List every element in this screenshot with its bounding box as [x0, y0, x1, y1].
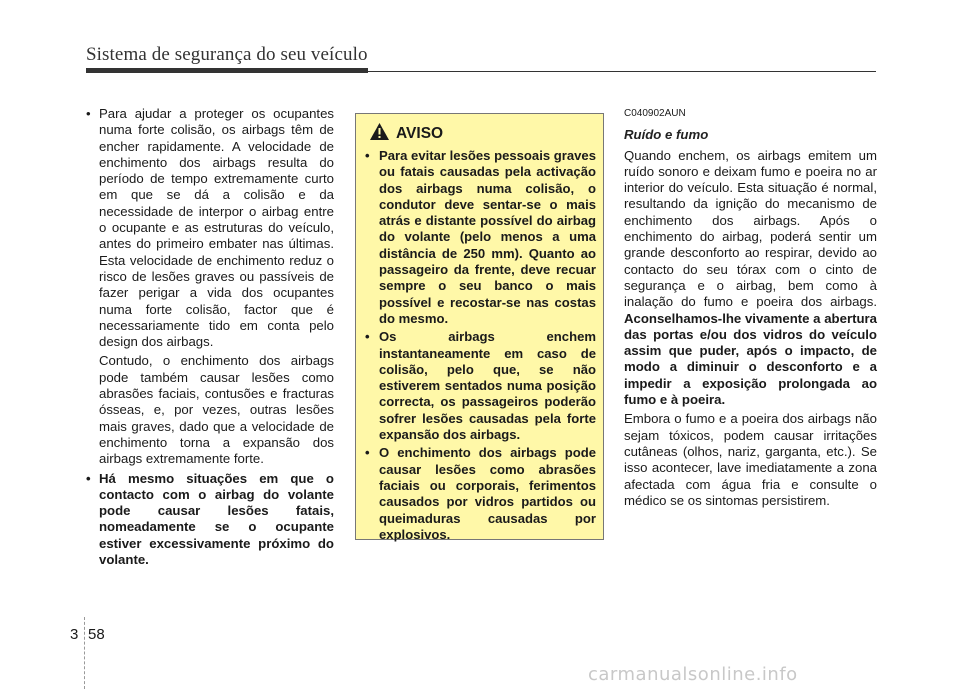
bullet-dot: •: [365, 329, 370, 345]
bullet-dot: •: [365, 445, 370, 461]
chapter-number: 3: [70, 626, 79, 643]
bullet-text: Há mesmo situações em que o contacto com o airbag do volante pode causar lesões fatais, nomeadamente se o ocupante estiver excessivamente próximo do volante.: [99, 470, 334, 568]
warning-item: [365, 445, 596, 543]
warning-list: [365, 148, 596, 543]
bullet-dot: •: [365, 148, 370, 163]
footer-divider: [84, 617, 85, 689]
section-subheading: Ruído e fumo: [624, 127, 709, 143]
body-text-bold: Aconselhamos-lhe vivamente a abertura das portas e/ou dos vidros do veículo assim que puder, após o impacto, de modo a diminuir o desconforto e a impedir a exposição prolongada ao fumo e à poeira.: [624, 310, 877, 408]
header-rule-thin: [86, 71, 876, 72]
bullet-item: [86, 106, 334, 350]
body-text: Quando enchem, os airbags emitem um ruído sonoro e deixam fumo e poeira no ar interior do veículo. Esta situação é normal, resultando da ignição do mecanismo de enchimento dos airbags. Após o enchimento do airbag, poderá sentir um grande desconforto ao respirar, devido ao contacto do seu tórax com o cinto de segurança e o airbag, bem como à inalação do fumo e poeira dos airbags.: [624, 147, 877, 310]
body-paragraph: Embora o fumo e a poeira dos airbags não sejam tóxicos, podem causar irritações cutâneas (olhos, nariz, garganta, etc.). Se isso acontecer, lave imediatamente a zona afectada com água fria e consulte o médico se os sintomas persistirem.: [624, 411, 877, 508]
warning-box: [355, 113, 604, 540]
body-paragraph: [624, 148, 877, 409]
left-column: [86, 106, 334, 568]
warning-item-text: Os airbags enchem instantaneamente em caso de colisão, pelo que, se não estiverem sentados numa posição correcta, os passageiros poderão sofrer lesões causadas pela forte expansão dos airbags.: [379, 329, 596, 443]
warning-header: [369, 120, 596, 148]
page-title: Sistema de segurança do seu veículo: [86, 44, 368, 65]
warning-title: AVISO: [396, 125, 444, 142]
warning-item-text: Para evitar lesões pessoais graves ou fatais causadas pela activação dos airbags numa colisão, o condutor deve sentar-se o mais atrás e distante possível do airbag do volante (pelo menos a uma distância de 250 mm). Quanto ao passageiro da frente, deve recuar sempre o seu banco o mais possível e recostar-se nas costas do mesmo.: [379, 148, 596, 326]
bullet-item: [86, 471, 334, 569]
bullet-continuation: Contudo, o enchimento dos airbags pode também causar lesões como abrasões faciais, contusões e fracturas ósseas, e, por vezes, outras lesões mais graves, dado que a velocidade de enchimento torna a expansão dos airbags extremamente forte.: [99, 353, 334, 467]
right-column: [624, 106, 877, 509]
bullet-text: Para ajudar a proteger os ocupantes numa forte colisão, os airbags têm de encher rapidamente. A velocidade de enchimento dos airbags resulta do período de tempo extremamente curto em que se dá a colisão e da necessidade de interpor o airbag entre o ocupante e as estruturas do veículo, antes do primeiro embater nas últimas. Esta velocidade de enchimento reduz o risco de lesões graves ou passíveis de fazer perigar a vida dos ocupantes numa forte colisão, factor que é necessariamente tido em conta pelo design dos airbags.: [99, 106, 334, 350]
warning-item: [365, 148, 596, 327]
bullet-dot: •: [86, 470, 91, 486]
page-number: 58: [88, 626, 105, 643]
warning-item-text: O enchimento dos airbags pode causar lesões como abrasões faciais ou corporais, ferimentos causados por vidros partidos ou queimaduras causadas por explosivos.: [379, 445, 596, 542]
warning-item: [365, 329, 596, 443]
section-code: C040902AUN: [624, 108, 686, 119]
warning-triangle-icon: [369, 122, 390, 146]
bullet-dot: •: [86, 106, 91, 121]
watermark: carmanualsonline.info: [588, 664, 798, 685]
